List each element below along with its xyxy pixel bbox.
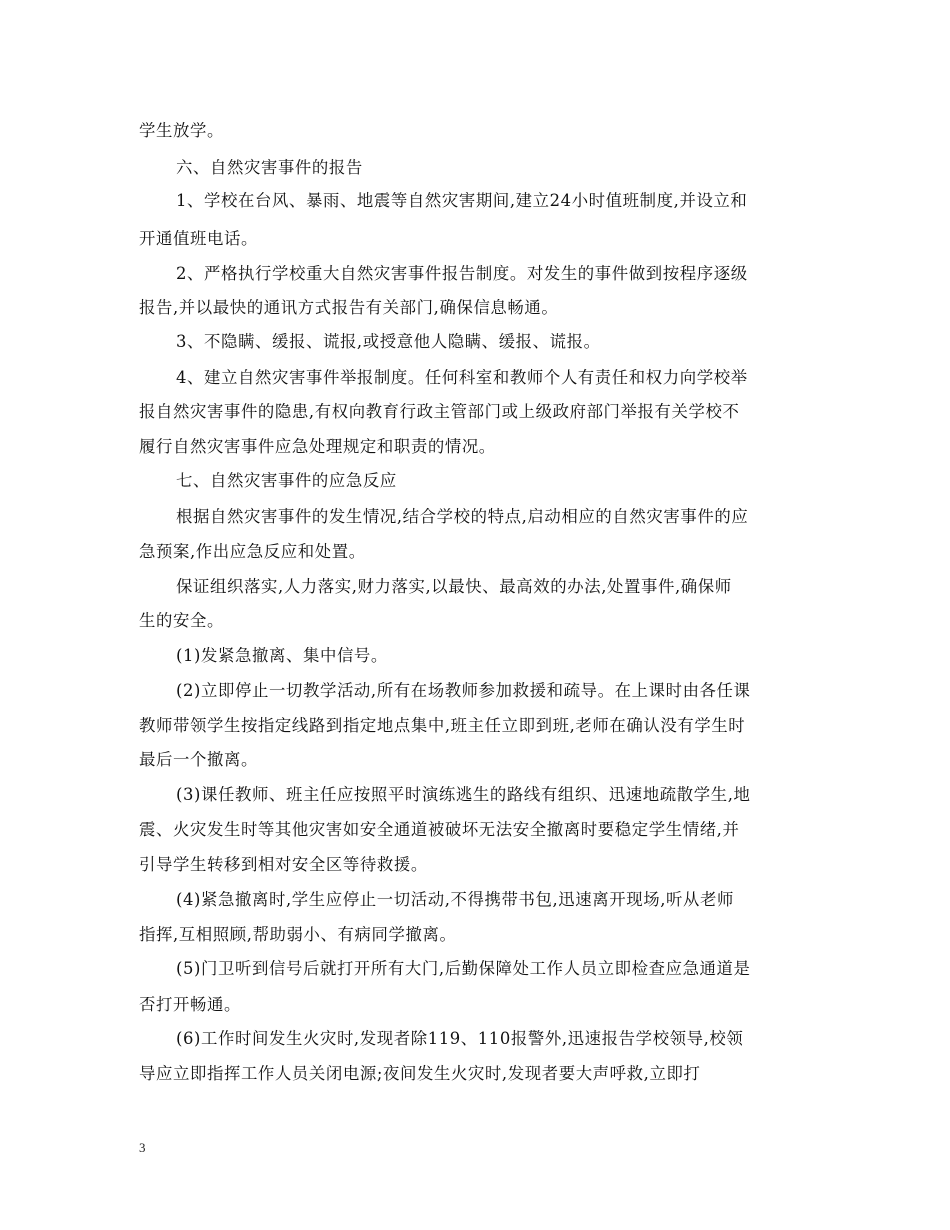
- text-line: (5)门卫听到信号后就打开所有大门,后勤保障处工作人员立即检查应急通道是: [176, 959, 751, 978]
- section-heading: 六、自然灾害事件的报告: [176, 158, 363, 177]
- text-line: (1)发紧急撤离、集中信号。: [176, 646, 388, 665]
- text-line: 报告,并以最快的通讯方式报告有关部门,确保信息畅通。: [139, 298, 559, 317]
- text-line: 教师带领学生按指定线路到指定地点集中,班主任立即到班,老师在确认没有学生时: [139, 716, 746, 735]
- text-line: 导应立即指挥工作人员关闭电源;夜间发生火灾时,发现者要大声呼救,立即打: [139, 1064, 701, 1083]
- text-line: (4)紧急撤离时,学生应停止一切活动,不得携带书包,迅速离开现场,听从老师: [176, 890, 734, 909]
- text-line: 根据自然灾害事件的发生情况,结合学校的特点,启动相应的自然灾害事件的应: [176, 507, 749, 526]
- text-line: 学生放学。: [139, 121, 224, 140]
- text-line: 生的安全。: [139, 611, 224, 630]
- text-line: 指挥,互相照顾,帮助弱小、有病同学撤离。: [139, 925, 457, 944]
- text-line: 引导学生转移到相对安全区等待救援。: [139, 855, 428, 874]
- text-line: 最后一个撤离。: [139, 750, 258, 769]
- text-line: 4、建立自然灾害事件举报制度。任何科室和教师个人有责任和权力向学校举: [176, 368, 748, 387]
- text-line: 急预案,作出应急反应和处置。: [139, 542, 366, 561]
- text-line: 1、学校在台风、暴雨、地震等自然灾害期间,建立24小时值班制度,并设立和: [176, 191, 748, 210]
- text-line: (3)课任教师、班主任应按照平时演练逃生的路线有组织、迅速地疏散学生,地: [176, 785, 751, 804]
- text-line: 开通值班电话。: [139, 229, 258, 248]
- text-line: 报自然灾害事件的隐患,有权向教育行政主管部门或上级政府部门举报有关学校不: [139, 402, 740, 421]
- text-line: 否打开畅通。: [139, 995, 241, 1014]
- text-line: 3、不隐瞒、缓报、谎报,或授意他人隐瞒、缓报、谎报。: [176, 332, 601, 351]
- text-line: 履行自然灾害事件应急处理规定和职责的情况。: [139, 437, 496, 456]
- text-line: (6)工作时间发生火灾时,发现者除119、110报警外,迅速报告学校领导,校领: [176, 1029, 744, 1048]
- text-line: 2、严格执行学校重大自然灾害事件报告制度。对发生的事件做到按程序逐级: [176, 264, 748, 283]
- text-line: 保证组织落实,人力落实,财力落实,以最快、最高效的办法,处置事件,确保师: [176, 577, 732, 596]
- text-line: (2)立即停止一切教学活动,所有在场教师参加救援和疏导。在上课时由各任课: [176, 681, 751, 700]
- section-heading: 七、自然灾害事件的应急反应: [176, 471, 397, 490]
- page-number: 3: [139, 1140, 146, 1155]
- text-line: 震、火灾发生时等其他灾害如安全通道被破坏无法安全撤离时要稳定学生情绪,并: [139, 820, 740, 839]
